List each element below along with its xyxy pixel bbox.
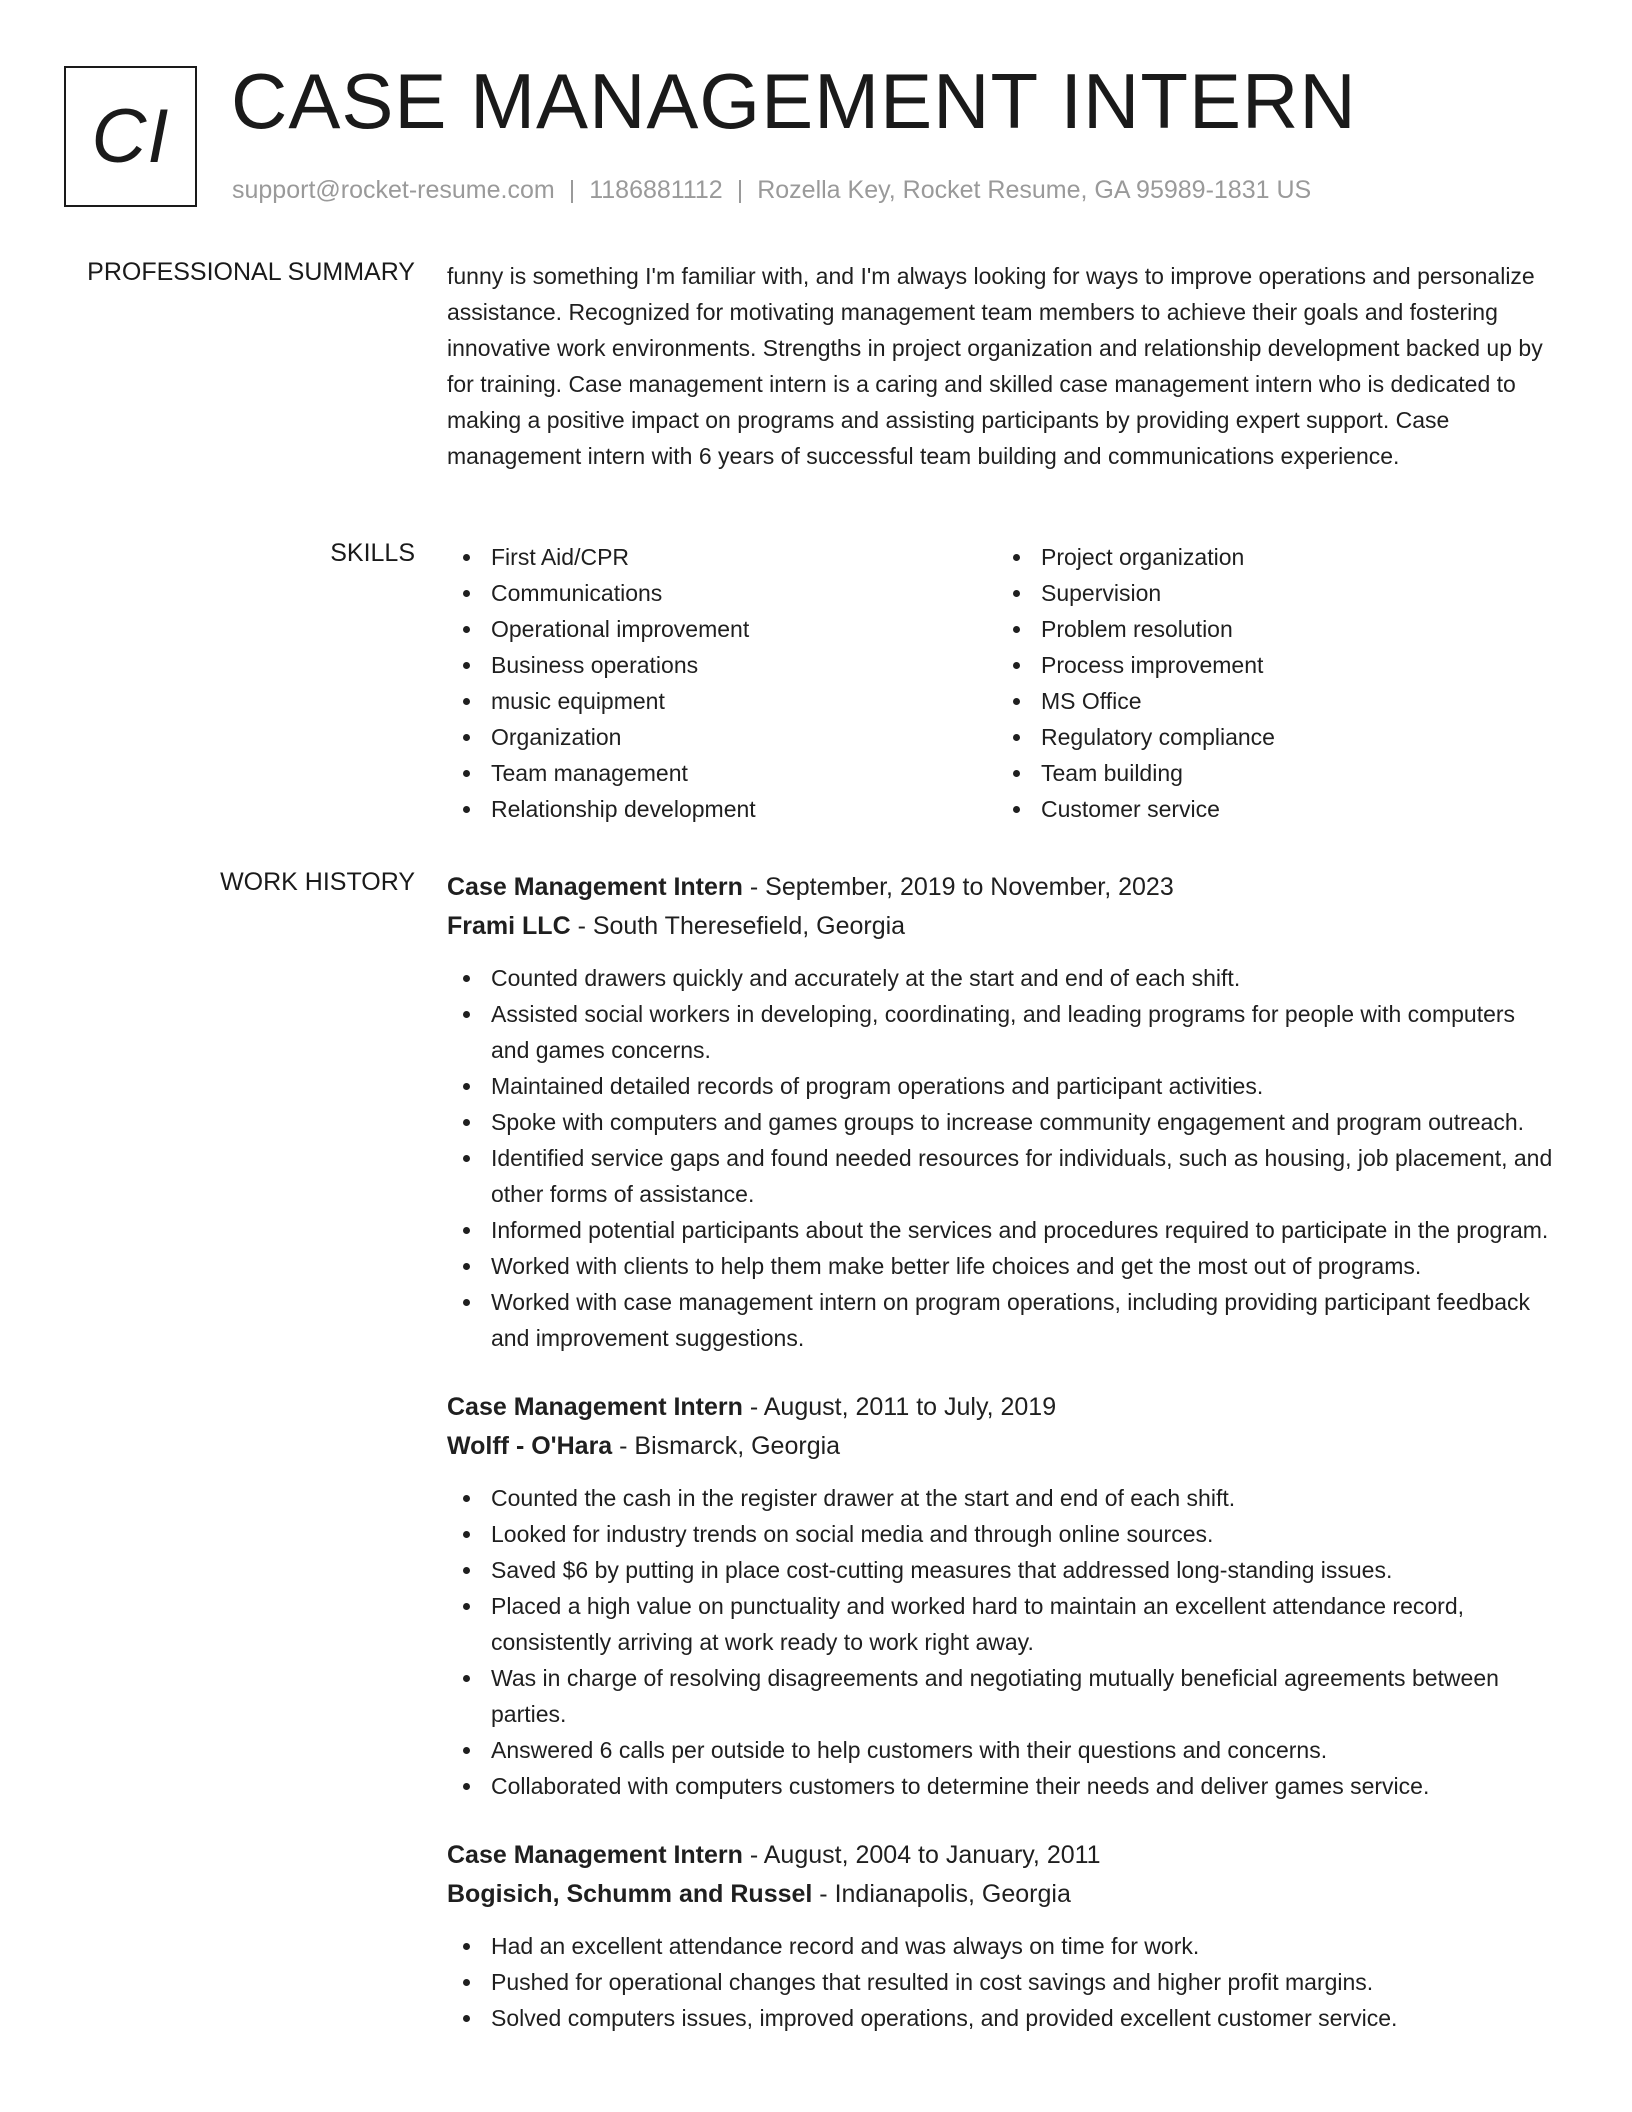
job-bullet: Counted drawers quickly and accurately at the start and end of each shift. xyxy=(447,960,1557,996)
monogram-initials: CI xyxy=(91,94,170,179)
job-bullet: Identified service gaps and found needed resources for individuals, such as housing, job placement, and other forms of assistance. xyxy=(447,1140,1557,1212)
contact-phone[interactable]: 1186881112 xyxy=(589,176,723,204)
skill-item: Communications xyxy=(447,575,997,611)
skills-column-right xyxy=(997,539,1547,827)
job-bullet: Informed potential participants about the services and procedures required to participate in the program. xyxy=(447,1212,1557,1248)
job-location: - Bismarck, Georgia xyxy=(612,1432,841,1460)
job-bullets xyxy=(447,1928,1557,2036)
job-bullet: Had an excellent attendance record and was always on time for work. xyxy=(447,1928,1557,1964)
skill-item: music equipment xyxy=(447,683,997,719)
job-title-line xyxy=(447,1836,1557,1875)
skill-item: Relationship development xyxy=(447,791,997,827)
skills-heading: SKILLS xyxy=(330,539,415,567)
job-dates: - September, 2019 to November, 2023 xyxy=(742,873,1174,901)
work-history-body xyxy=(447,868,1557,2036)
skill-item: Project organization xyxy=(997,539,1547,575)
job-bullet: Worked with clients to help them make better life choices and get the most out of programs. xyxy=(447,1248,1557,1284)
skill-item: Problem resolution xyxy=(997,611,1547,647)
job-bullet: Spoke with computers and games groups to increase community engagement and program outreach. xyxy=(447,1104,1557,1140)
job-company: Wolff - O'Hara xyxy=(447,1432,613,1460)
skills-column-left xyxy=(447,539,997,827)
job-bullet: Counted the cash in the register drawer at the start and end of each shift. xyxy=(447,1480,1557,1516)
job-bullet: Solved computers issues, improved operations, and provided excellent customer service. xyxy=(447,2000,1557,2036)
skill-item: Organization xyxy=(447,719,997,755)
candidate-name: CASE MANAGEMENT INTERN xyxy=(231,57,1357,145)
contact-line xyxy=(232,176,1311,205)
job-title-line xyxy=(447,868,1557,907)
job-bullet: Was in charge of resolving disagreements and negotiating mutually beneficial agreements between parties. xyxy=(447,1660,1557,1732)
job-company: Frami LLC xyxy=(447,912,571,940)
skill-item: Team building xyxy=(997,755,1547,791)
contact-separator: | xyxy=(568,176,576,204)
job-bullet: Maintained detailed records of program operations and participant activities. xyxy=(447,1068,1557,1104)
skill-item: MS Office xyxy=(997,683,1547,719)
work-history-heading: WORK HISTORY xyxy=(220,868,415,896)
job-company-line xyxy=(447,907,1557,946)
job-dates: - August, 2011 to July, 2019 xyxy=(742,1393,1057,1421)
skill-item: Process improvement xyxy=(997,647,1547,683)
skills-grid xyxy=(447,539,1557,827)
job-title-line xyxy=(447,1388,1557,1427)
job-bullet: Collaborated with computers customers to determine their needs and deliver games service. xyxy=(447,1768,1557,1804)
skill-item: Customer service xyxy=(997,791,1547,827)
job-bullet: Looked for industry trends on social media and through online sources. xyxy=(447,1516,1557,1552)
summary-body xyxy=(447,258,1557,474)
contact-email[interactable]: support@rocket-resume.com xyxy=(232,176,555,204)
job-bullet: Assisted social workers in developing, coordinating, and leading programs for people with computers and games concerns. xyxy=(447,996,1557,1068)
job-entry xyxy=(447,1836,1557,2036)
job-title: Case Management Intern xyxy=(447,873,743,901)
job-company: Bogisich, Schumm and Russel xyxy=(447,1880,813,1908)
contact-address: Rozella Key, Rocket Resume, GA 95989-1831 US xyxy=(757,176,1312,204)
job-bullet: Pushed for operational changes that resulted in cost savings and higher profit margins. xyxy=(447,1964,1557,2000)
job-title: Case Management Intern xyxy=(447,1393,743,1421)
job-entry xyxy=(447,1388,1557,1804)
job-bullet: Worked with case management intern on program operations, including providing participant feedback and improvement suggestions. xyxy=(447,1284,1557,1356)
job-title: Case Management Intern xyxy=(447,1841,743,1869)
job-bullet: Saved $6 by putting in place cost-cutting measures that addressed long-standing issues. xyxy=(447,1552,1557,1588)
job-bullet: Placed a high value on punctuality and worked hard to maintain an excellent attendance record, consistently arriving at work ready to work right away. xyxy=(447,1588,1557,1660)
contact-separator: | xyxy=(736,176,744,204)
skill-item: Operational improvement xyxy=(447,611,997,647)
job-bullet: Answered 6 calls per outside to help customers with their questions and concerns. xyxy=(447,1732,1557,1768)
summary-text: funny is something I'm familiar with, and I'm always looking for ways to improve operations and personalize assistance. Recognized for motivating management team members to achieve their goals and fostering innovative work environments. Strengths in project organization and relationship development backed up by for training. Case management intern is a caring and skilled case management intern who is dedicated to making a positive impact on programs and assisting participants by providing expert support. Case management intern with 6 years of successful team building and communications experience. xyxy=(447,263,1543,469)
skill-item: Supervision xyxy=(997,575,1547,611)
job-dates: - August, 2004 to January, 2011 xyxy=(742,1841,1101,1869)
skill-item: Regulatory compliance xyxy=(997,719,1547,755)
monogram-box xyxy=(64,66,197,207)
skill-item: First Aid/CPR xyxy=(447,539,997,575)
skill-item: Business operations xyxy=(447,647,997,683)
skill-item: Team management xyxy=(447,755,997,791)
skills-body xyxy=(447,539,1557,827)
job-location: - South Theresefield, Georgia xyxy=(570,912,906,940)
job-company-line xyxy=(447,1427,1557,1466)
job-bullets xyxy=(447,1480,1557,1804)
summary-heading: PROFESSIONAL SUMMARY xyxy=(87,258,415,286)
job-company-line xyxy=(447,1875,1557,1914)
job-bullets xyxy=(447,960,1557,1356)
job-location: - Indianapolis, Georgia xyxy=(812,1880,1071,1908)
job-entry xyxy=(447,868,1557,1356)
